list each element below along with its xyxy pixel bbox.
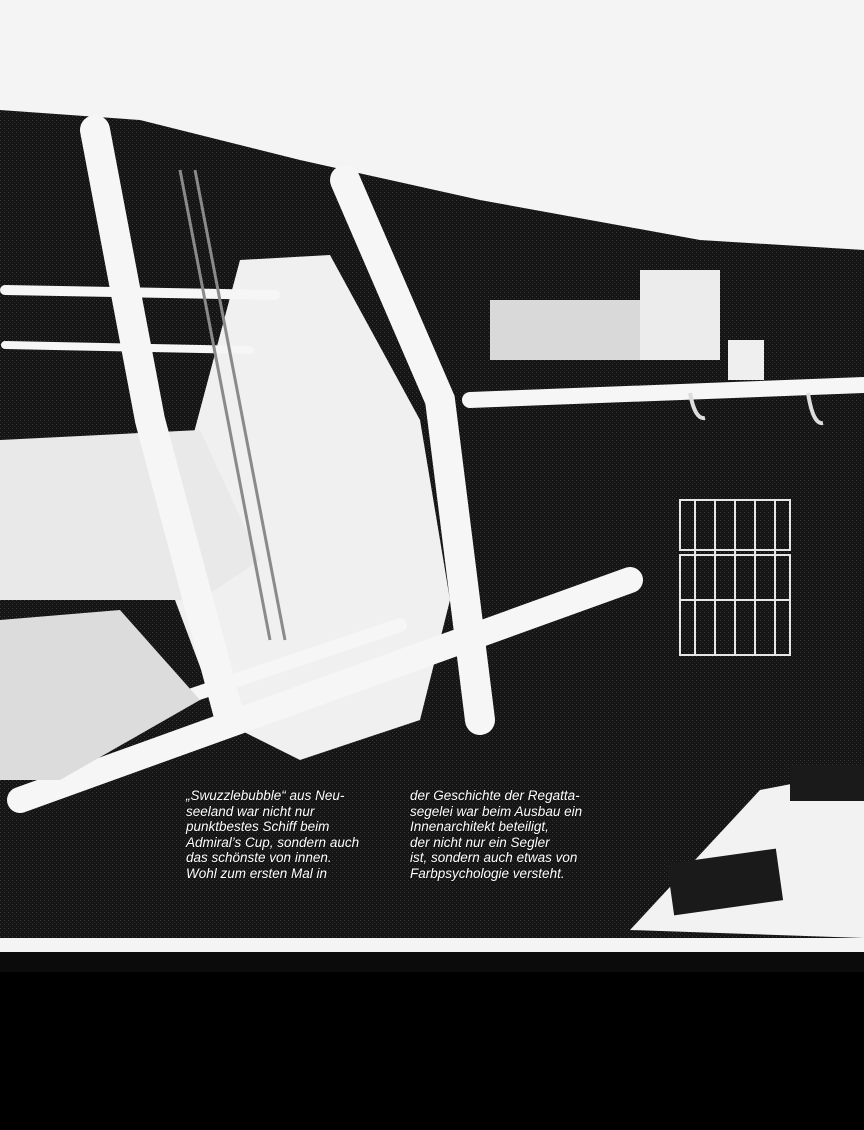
page-edge-strip xyxy=(0,938,864,952)
scan-background xyxy=(0,972,864,1130)
caption-right-column: der Geschichte der Regatta- segelei war beim Ausbau ein Innenarchitekt beteiligt, der nicht nur ein Segler ist, sondern auch etwas von Farbpsychologie versteht. xyxy=(410,788,583,881)
page-edge-shadow xyxy=(0,952,864,972)
caption-left-column: „Swuzzlebubble“ aus Neu- seeland war nicht nur punktbestes Schiff beim Admiral’s Cup, sondern auch das schönste von innen. Wohl zum ersten Mal in xyxy=(186,788,360,881)
